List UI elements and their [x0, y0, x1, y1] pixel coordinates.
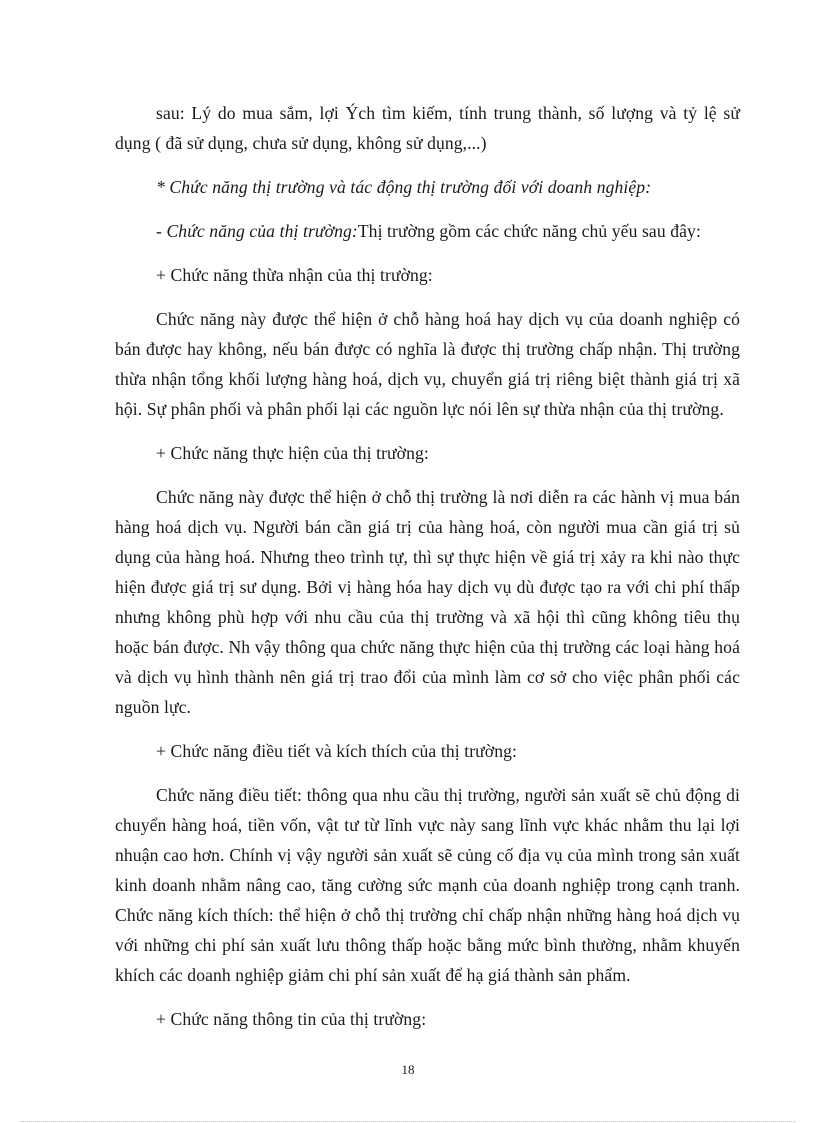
page-number: 18	[401, 1062, 415, 1077]
subheading: + Chức năng thừa nhận của thị trường:	[156, 265, 433, 285]
page-body	[115, 98, 740, 1048]
subsection-text: Thị trường gồm các chức năng chủ yếu sau đây:	[357, 221, 701, 241]
section-heading: * Chức năng thị trường và tác động thị trường đối với doanh nghiệp:	[156, 177, 652, 197]
subheading: + Chức năng thực hiện của thị trường:	[156, 443, 429, 463]
subheading: + Chức năng thông tin của thị trường:	[156, 1009, 427, 1029]
paragraph: sau: Lý do mua sắm, lợi Ých tìm kiếm, tính trung thành, số lượng và tỷ lệ sử dụng ( đã sử dụng, chưa sử dụng, không sử dụng,...)	[115, 103, 740, 153]
paragraph	[115, 216, 740, 246]
subheading: + Chức năng điều tiết và kích thích của thị trường:	[156, 741, 517, 761]
page-border-divider	[20, 1121, 796, 1122]
paragraph: Chức năng điều tiết: thông qua nhu cầu thị trường, người sản xuất sẽ chủ động di chuyển hàng hoá, tiền vốn, vật tư từ lĩnh vực này sang lĩnh vực khác nhằm thu lại lợi nhuận cao hơn. Chính vị vậy người sản xuất sẽ củng cố địa vụ của mình trong sản xuất kinh doanh nhằm nâng cao, tăng cường sức mạnh của doanh nghiệp trong cạnh tranh. Chức năng kích thích: thể hiện ở chỗ thị trường chỉ chấp nhận những hàng hoá dịch vụ với những chi phí sản xuất lưu thông thấp hoặc bằng mức bình thường, nhằm khuyến khích các doanh nghiệp giảm chi phí sản xuất để hạ giá thành sản phẩm.	[115, 785, 740, 985]
subsection-label: - Chức năng của thị trường:	[156, 221, 358, 241]
paragraph: Chức năng này được thể hiện ở chỗ thị trường là nơi diễn ra các hành vị mua bán hàng hoá dịch vụ. Người bán cần giá trị của hàng hoá, còn người mua cần giá trị sủ dụng của hàng hoá. Nhưng theo trình tự, thì sự thực hiện về giá trị xảy ra khi nào thực hiện được giá trị sư dụng. Bởi vị hàng hóa hay dịch vụ dù được tạo ra với chi phí thấp nhưng không phù hợp với nhu cầu của thị trường và xã hội thì cũng không tiêu thụ hoặc bán được. Nh vậy thông qua chức năng thực hiện của thị trường các loại hàng hoá và dịch vụ hình thành nên giá trị trao đổi của mình làm cơ sở cho việc phân phối các nguồn lực.	[115, 487, 740, 717]
paragraph: Chức năng này được thể hiện ở chỗ hàng hoá hay dịch vụ của doanh nghiệp có bán được hay không, nếu bán được có nghĩa là được thị trường chấp nhận. Thị trường thừa nhận tổng khối lượng hàng hoá, dịch vụ, chuyển giá trị riêng biệt thành giá trị xã hội. Sự phân phối và phân phối lại các nguồn lực nói lên sự thừa nhận của thị trường.	[115, 309, 740, 419]
